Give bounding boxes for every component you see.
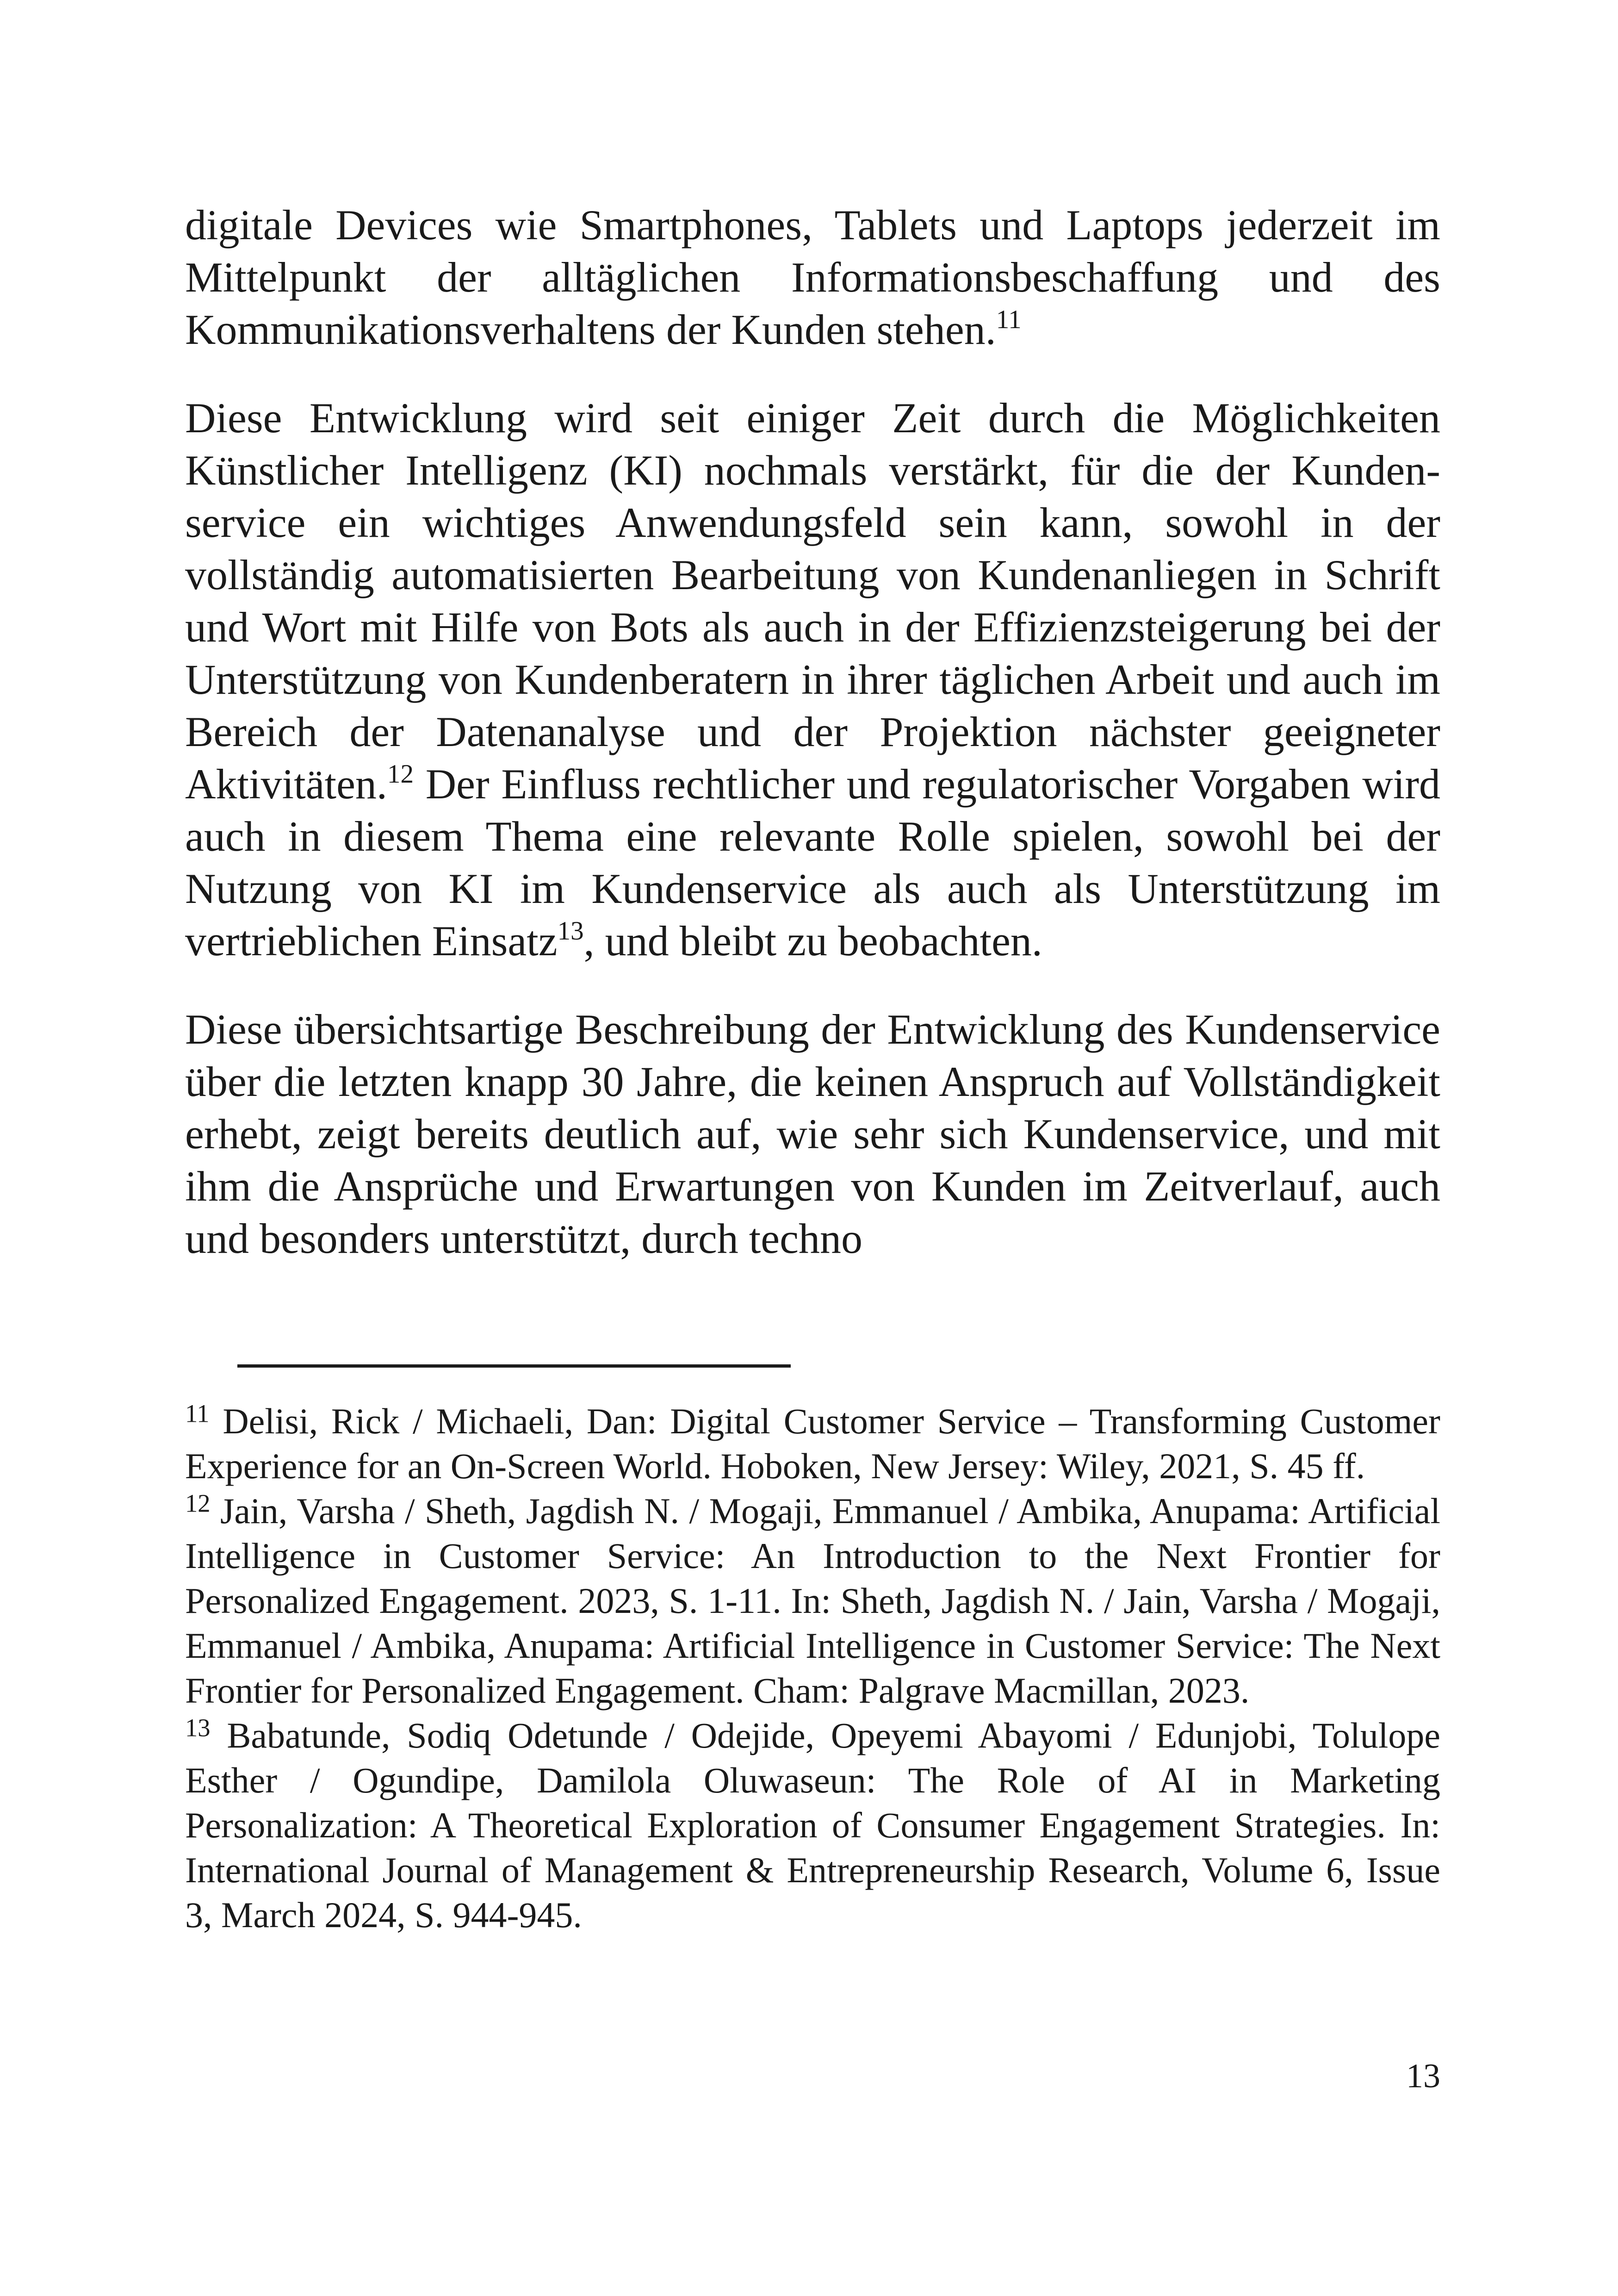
footnote-11 — [185, 1399, 1440, 1488]
footnote-ref-11[interactable]: 11 — [996, 305, 1022, 334]
paragraph-3-text: Diese übersichtsartige Beschreibung der Entwicklung des Kundenservice über die letzten knapp 30 Jahre, die keinen Anspruch auf Vollständigkeit erhebt, zeigt bereits deutlich auf, wie sehr sich Kundenservice, und mit ihm die Ansprüche und Erwartungen von Kunden im Zeitverlauf, auch und besonders unterstützt, durch techno — [185, 1006, 1440, 1262]
paragraph-1-text: digitale Devices wie Smartphones, Tablets und Laptops jederzeit im Mittelpunkt der alltäglichen Informationsbeschaffung und des Kommunikationsverhaltens der Kunden stehen. — [185, 201, 1440, 353]
footnote-12 — [185, 1488, 1440, 1713]
footnote-separator — [237, 1364, 791, 1368]
paragraph-2-text-a: Diese Entwicklung wird seit einiger Zeit durch die Möglichkeiten Künstlicher Intelligenz (KI) nochmals verstärkt, für die der Kundenservice ein wichtiges Anwendungsfeld sein kann, sowohl in der vollständig automatisierten Bearbeitung von Kundenanliegen in Schrift und Wort mit Hilfe von Bots als auch in der Effizienzsteigerung bei der Unterstützung von Kundenberatern in ihrer täglichen Arbeit und auch im Bereich der Datenanalyse und der Projektion nächster geeigneter Aktivitäten. — [185, 394, 1440, 808]
footnote-11-text: Delisi, Rick / Michaeli, Dan: Digital Customer Service – Transforming Customer Experience for an On-Screen World. Hoboken, New Jersey: Wiley, 2021, S. 45 ff. — [185, 1401, 1440, 1486]
paragraph-2-text-c: , und bleibt zu beobachten. — [583, 917, 1042, 964]
book-page — [185, 199, 1440, 2095]
body-text — [185, 199, 1440, 1265]
footnote-ref-12[interactable]: 12 — [387, 759, 414, 789]
footnote-12-text: Jain, Varsha / Sheth, Jagdish N. / Mogaji, Emmanuel / Ambika, Anupama: Artificial Intelligence in Customer Service: An Introduction to the Next Frontier for Personalized Engagement. 2023, S. 1-11. In: Sheth, Jagdish N. / Jain, Varsha / Mogaji, Emmanuel / Ambika, Anupama: Artificial Intelligence in Customer Service: The Next Frontier for Personalized Engagement. Cham: Palgrave Macmillan, 2023. — [185, 1491, 1440, 1711]
paragraph-2 — [185, 392, 1440, 967]
paragraph-3 — [185, 1003, 1440, 1265]
footnote-13 — [185, 1713, 1440, 1937]
footnote-number-13: 13 — [185, 1713, 211, 1742]
footnotes — [185, 1399, 1440, 1937]
paragraph-1 — [185, 199, 1440, 356]
footnote-number-12: 12 — [185, 1489, 211, 1518]
footnote-number-11: 11 — [185, 1399, 210, 1428]
page-number: 13 — [1406, 2057, 1440, 2095]
footnote-13-text: Babatunde, Sodiq Odetunde / Odejide, Opeyemi Abayomi / Edunjobi, Tolulope Esther / Ogundipe, Damilola Oluwaseun: The Role of AI in Marketing Personalization: A Theoretical Exploration of Consumer Engagement Strategies. In: International Journal of Management & Entrepreneurship Research, Volume 6, Issue 3, March 2024, S. 944-945. — [185, 1715, 1440, 1935]
paragraph-2-text-b: Der Einfluss rechtlicher und regulatorischer Vorgaben wird auch in diesem Thema eine relevante Rolle spielen, sowohl bei der Nutzung von KI im Kundenservice als auch als Unterstützung im vertrieblichen Einsatz — [185, 760, 1440, 964]
footnote-ref-13[interactable]: 13 — [557, 916, 584, 946]
